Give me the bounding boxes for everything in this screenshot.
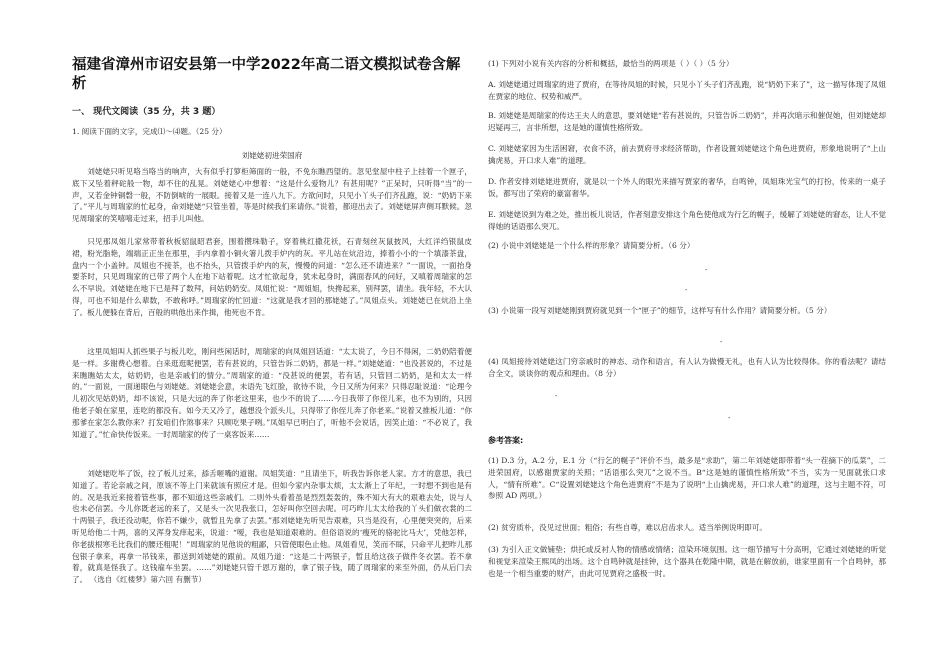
story-title: 刘姥姥初进荣国府 [241,151,303,160]
answer-2: (2) 贫穷质朴，没见过世面；粗俗；有些自尊，难以启齿求人。适当举例说明即可。 [488,523,767,532]
question-intro: 1. 阅读下面的文字，完成⑴～⑷题。（25 分） [72,127,227,136]
answer-mark: - [705,266,708,274]
option-e: E. 刘姥姥说到为难之处，推出板儿说话，作者刻意安排这个角色使他成为行乞的幌子，缓解了刘姥姥的窘态，让人不觉得她的话语那么突兀。 [488,210,886,231]
story-paragraph-3: 这里凤姐叫人抓些果子与板儿吃，刚问些闲话时，周瑞家的向凤姐回话道：“太太说了，今日不得闲，二奶奶陪着便是一样。多谢费心想着。白来逛逛呢便罢，若有甚说的，只管告诉二奶奶，都是一样。”刘姥姥道：“也没甚说的，不过是来瞧瞧姑太太，姑奶奶，也是亲戚们的情分。”周瑞家的道：“没甚说的便罢，若有话，只管回二奶奶，是和太太一样的。”一面说，一面递眼色与刘姥姥。刘姥姥会意，未语先飞红脸，欲待不说，今日又所为何来？只得忍耻说道：“论理今儿初次见姑奶奶，却不该说，只是大远的奔了你老这里来，也少不的说了……今日我带了你侄儿来，也不为别的，只因他老子娘在家里，连吃的都没有。如今天又冷了，越想没个派头儿，只得带了你侄儿奔了你老来。”说着又推板儿道：“你那爹在家怎么教你来？打发咱们作煞事来？只顾吃果子咧。”凤姐早已明白了，听他不会说话，因笑止道：“不必说了，我知道了。”忙命快传饭来。一时周瑞家的传了一桌客饭来…… [72,347,472,439]
option-a: A. 刘姥姥通过周瑞家的进了贾府，在等待凤姐的时候，只见小丫头子们齐乱跑，说“奶奶下来了”，这一描写体现了凤姐在贾家的地位、权势和威严。 [488,80,886,101]
story-paragraph-4: 刘姥姥吃毕了饭，拉了板儿过来，舔舌咂嘴的道谢。凤姐笑道：“且请坐下，听我告诉你老人家。方才的意思，我已知道了。若论亲戚之间，原该不等上门来就该有照应才是。但如今家内杂事太烦，太太渐上了年纪，一时想不到也是有的。况是我近来接着管些事，都不知道这些亲戚们。二则外头看着虽是烈烈轰轰的，殊不知大有大的艰难去处，说与人也未必信罢。今儿你既老远的来了，又是头一次见我张口，怎好叫你空回去呢。可巧昨儿太太给我的丫头们做衣裳的二十两银子，我还没动呢，你若不嫌少，就暂且先拿了去罢。”那刘姥姥先听见告艰难，只当是没有，心里便突突的，后来听见给他二十两，喜的又浑身发痒起来，说道：“嗳，我也是知道艰难的。但俗语说的‘瘦死的骆驼比马大’，凭他怎样，你老拔根寒毛比我们的腰还粗呢！”周瑞家的见他说的粗鄙，只管使眼色止他。凤姐看见，笑而不睬，只命平儿把昨儿那包银子拿来，再拿一吊钱来，都送到刘姥姥的跟前。凤姐乃道：“这是二十两银子，暂且给这孩子做件冬衣罢。若不拿着，就真是怪我了。这钱雇车坐罢。……”刘姥姥只管千恩万谢的，拿了银子钱，随了周瑞家的来至外面，仍从后门去了。 （选自《红楼梦》第六回 有删节） [72,469,472,585]
question-4: (4) 凤姐接待刘姥姥这门穷亲戚时的神态、动作和语言，有人认为做慢无礼，也有人认为比较得体。你的看法呢？请结合全文，谈谈你的观点和理由。（8 分） [488,357,886,378]
answer-mark: - [555,392,558,400]
section-heading: 一、 现代文阅读（35 分，共 3 题） [72,107,221,117]
question-3: (3) 小说第一段写刘姥姥刚到贾府就见到一个“匣子”的细节，这样写有什么作用？请简要分析。（5 分） [488,306,832,315]
answer-3: (3) 为引入正文做铺垫；烘托或反衬人物的情感或情绪；渲染环境氛围。这一细节描写十分高明，它通过刘姥姥的听觉和视觉来渲染王熙凤的出场。这个自鸣钟就是挂钟，这个器具在乾隆中期，就是在解放前，谁家里面有一个自鸣钟，那也是一个相当重要的财产，由此可见贾府之盛极一时。 [488,545,886,578]
answer-mark: - [728,414,731,422]
answer-mark: - [685,286,688,294]
option-b: B. 刘姥姥是周瑞家的传达王夫人的意思，要刘姥姥“若有甚说的，只管告诉二奶奶”，并再次暗示和催促她，但刘姥姥却迟疑再三，言非所想，这是她的谨慎性格所致。 [488,111,886,132]
answer-mark: - [720,338,723,346]
option-c: C. 刘姥姥家因为生活困窘，衣食不济，前去贾府寻求经济帮助，作者设置刘姥姥这个角色进贾府，形象地说明了“上山擒虎易，开口求人难”的道理。 [488,144,886,165]
answer-heading: 参考答案: [488,436,524,445]
story-paragraph-2: 只见那凤姐儿家常带着秋板貂鼠昭君套，围着攒珠勒子，穿着桃红撒花袄，石青刻丝灰鼠披风，大红洋绉银鼠皮裙，粉光脂艳，端端正正坐在那里，手内拿着小铜火箸儿拨手炉内的灰。平儿站在炕沿边，捧着小小的一个填漆茶盘，盘内一个小盖钟。凤姐也不接茶，也不抬头，只管拨手炉内的灰，慢慢的问道：“怎么还不请进来？”一面说，一面抬身要茶时，只见周瑞家的已带了两个人在地下站着呢。这才忙欲起身，犹未起身时，满面春风的问好，又嗔着周瑞家的怎么不早说。刘姥姥在地下已是拜了数拜，问姑奶奶安。凤姐忙说：“周姐姐，快搀起来，别拜罢，请坐。我年轻，不大认得，可也不知是什么辈数，不敢称呼。”周瑞家的忙回道：“这就是我才回的那姥姥了。”凤姐点头。刘姥姥已在炕沿上坐了。板儿便躲在背后，百般的哄他出来作揖，他死也不肯。 [72,237,472,317]
option-d: D. 作者安排刘姥姥进贾府，就是以一个外人的眼光来描写贾家的奢华，自鸣钟，凤姐珠光宝气的打扮，传来的一桌子饭，都写出了荣府的豪富奢华。 [488,177,886,198]
question-2: (2) 小说中刘姥姥是一个什么样的形象？请简要分析。（6 分） [488,241,695,250]
answer-1: (1) D.3 分，A.2 分，E.1 分（“行乞的幌子”评价不当，最多是“求助”，第二年刘姥姥即带着“头一茬摘下的瓜菜”，二进荣国府，以感谢贾家的关照；“话语那么突兀”之说不当。B“这是她的谨慎性格所致”不当，实为一见面就张口求人，“情有所难”。C“设置刘姥姥这个角色进贾府”不是为了说明“上山擒虎易，开口求人难”的道理，这与主题不符，可参照 AD 两项。） [488,456,886,501]
story-paragraph-1: 刘姥姥只听见咯当咯当的响声，大有似乎打箩柜筛面的一般，不免东瞧西望的。忽见堂屋中柱子上挂着一个匣子，底下又坠着秤砣般一物，却不住的乱晃。刘姥姥心中想着：“这是什么爱物儿？有甚用呢？”正呆时，只听得“当”的一声，又若金钟铜磬一般，不防倒唬的一展眼。接着又是一连八九下。方欲问时，只见小丫头子们齐乱跑，说：“奶奶下来了。”平儿与周瑞家的忙起身，命刘姥姥“只管坐着，等是时候我们来请你。”说着，都迎出去了。刘姥姥屏声侧耳默候。忽见周瑞家的笑嘻嘻走过来，招手儿叫他。 [72,167,472,224]
page-title: 福建省漳州市诏安县第一中学2022年高二语文模拟试卷含解析 [72,57,461,92]
question-1: (1) 下列对小说有关内容的分析和概括，最恰当的两项是（ ）（ ）（5 分） [488,59,734,68]
